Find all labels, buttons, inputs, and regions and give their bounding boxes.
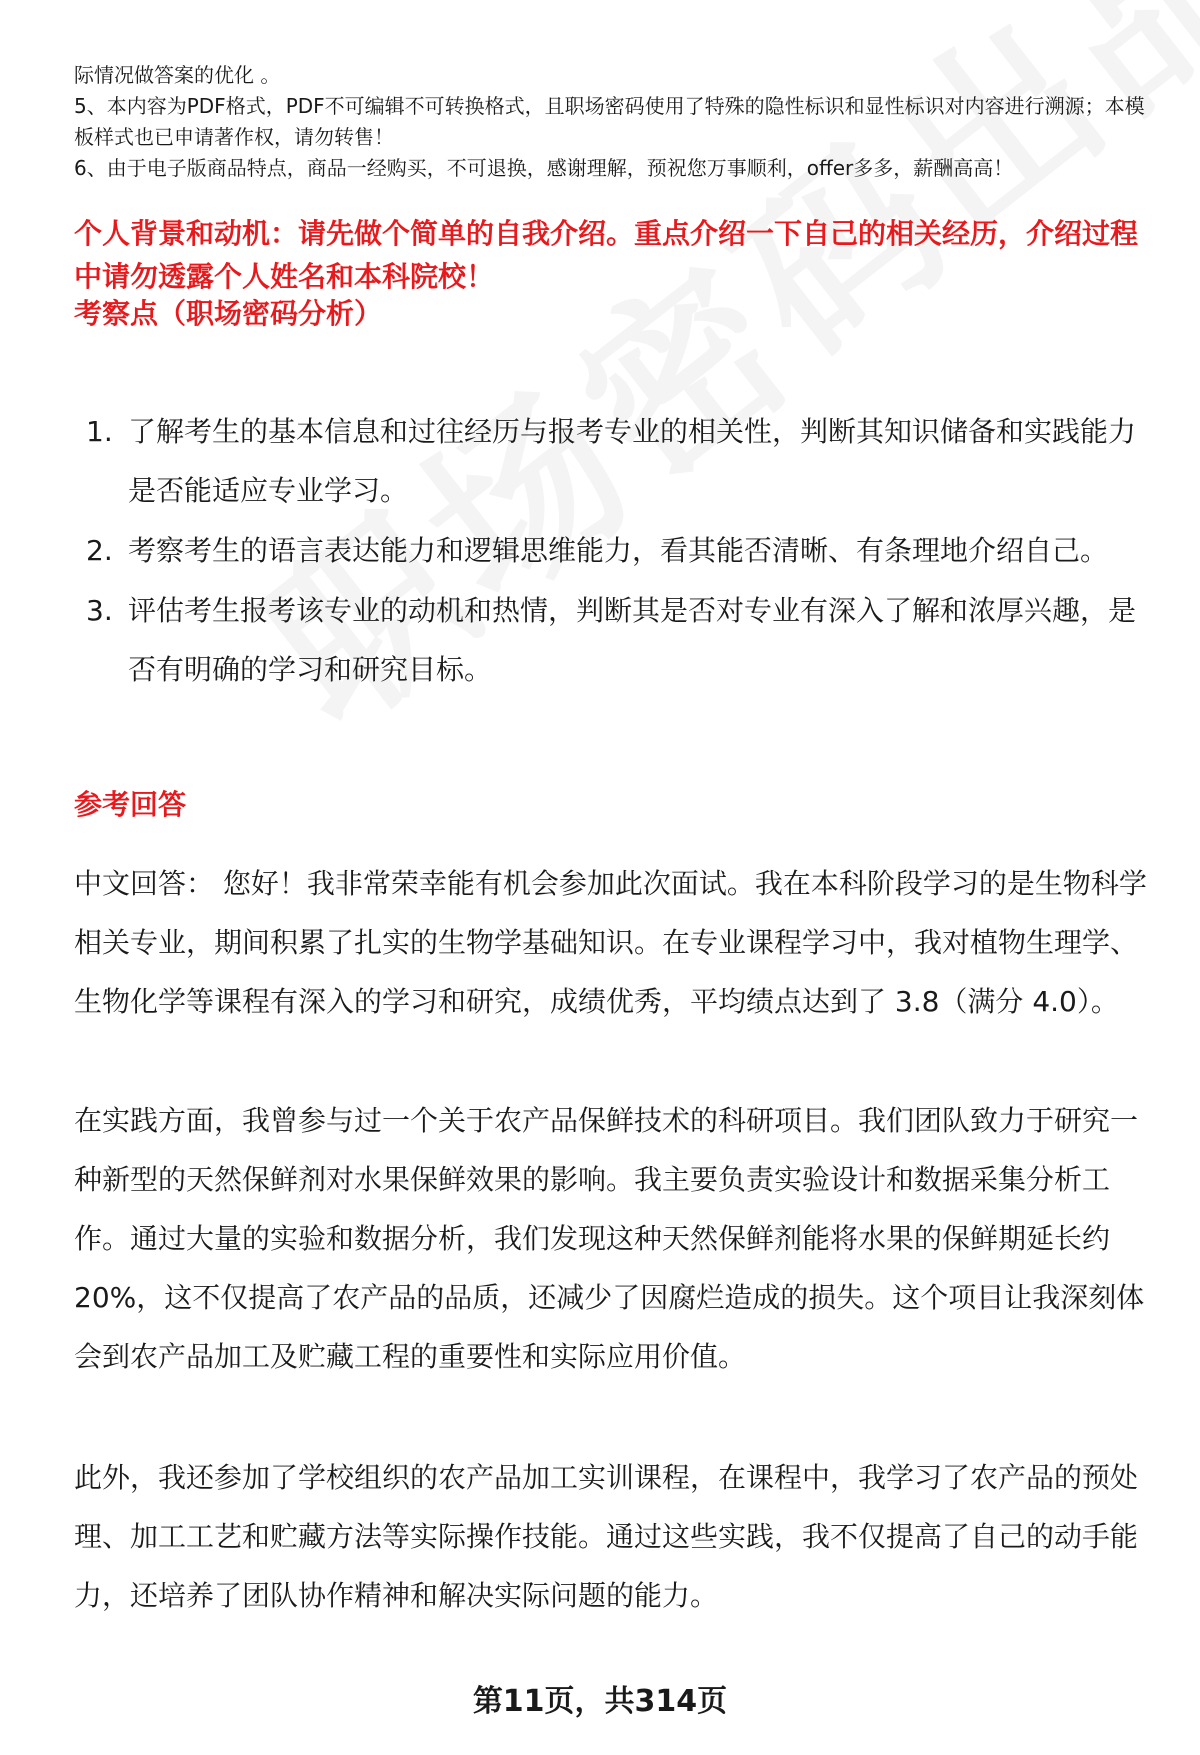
point-number: 1. bbox=[86, 415, 113, 448]
point-number: 2. bbox=[86, 534, 113, 567]
answer-paragraph: 中文回答： 您好！我非常荣幸能有机会参加此次面试。我在本科阶段学习的是生物科学相关专业，期间积累了扎实的生物学基础知识。在专业课程学习中，我对植物生理学、生物化学等课程有深入的学习和研究，成绩优秀，平均绩点达到了 3.8（满分 4.0）。 bbox=[74, 867, 1147, 1018]
answer-paragraph: 在实践方面，我曾参与过一个关于农产品保鲜技术的科研项目。我们团队致力于研究一种新型的天然保鲜剂对水果保鲜效果的影响。我主要负责实验设计和数据采集分析工作。通过大量的实验和数据分析，我们发现这种天然保鲜剂能将水果的保鲜期延长约 20%，这不仅提高了农产品的品质，还减少了因腐烂造成的损失。这个项目让我深刻体会到农产品加工及贮藏工程的重要性和实际应用价值。 bbox=[74, 1104, 1145, 1373]
note-line: 6、由于电子版商品特点，商品一经购买，不可退换，感谢理解，预祝您万事顺利，offer多多，薪酬高高！ bbox=[74, 156, 1014, 180]
answer-paragraph: 此外，我还参加了学校组织的农产品加工实训课程，在课程中，我学习了农产品的预处理、加工工艺和贮藏方法等实际操作技能。通过这些实践，我不仅提高了自己的动手能力，还培养了团队协作精神和解决实际问题的能力。 bbox=[74, 1461, 1139, 1612]
point-number: 3. bbox=[86, 594, 113, 627]
reference-title: 参考回答 bbox=[74, 788, 187, 821]
notes-block bbox=[74, 60, 1164, 184]
analysis-title: 考察点（职场密码分析） bbox=[74, 297, 383, 330]
note-line: 际情况做答案的优化 。 bbox=[74, 63, 281, 87]
page-number: 第11页，共314页 bbox=[472, 1684, 728, 1719]
point-text: 评估考生报考该专业的动机和热情，判断其是否对专业有深入了解和浓厚兴趣，是否有明确的学习和研究目标。 bbox=[128, 594, 1137, 686]
point-text: 考察考生的语言表达能力和逻辑思维能力，看其能否清晰、有条理地介绍自己。 bbox=[128, 534, 1109, 567]
analysis-point bbox=[74, 581, 1154, 699]
point-text: 了解考生的基本信息和过往经历与报考专业的相关性，判断其知识储备和实践能力是否能适应专业学习。 bbox=[128, 415, 1137, 507]
interview-question: 个人背景和动机：请先做个简单的自我介绍。重点介绍一下自己的相关经历，介绍过程中请勿透露个人姓名和本科院校！ bbox=[74, 217, 1139, 293]
analysis-points bbox=[74, 402, 1154, 700]
note-line: 5、本内容为PDF格式，PDF不可编辑不可转换格式，且职场密码使用了特殊的隐性标识和显性标识对内容进行溯源；本模板样式也已申请著作权，请勿转售！ bbox=[74, 94, 1145, 149]
analysis-point bbox=[74, 402, 1154, 520]
analysis-point bbox=[74, 521, 1154, 580]
